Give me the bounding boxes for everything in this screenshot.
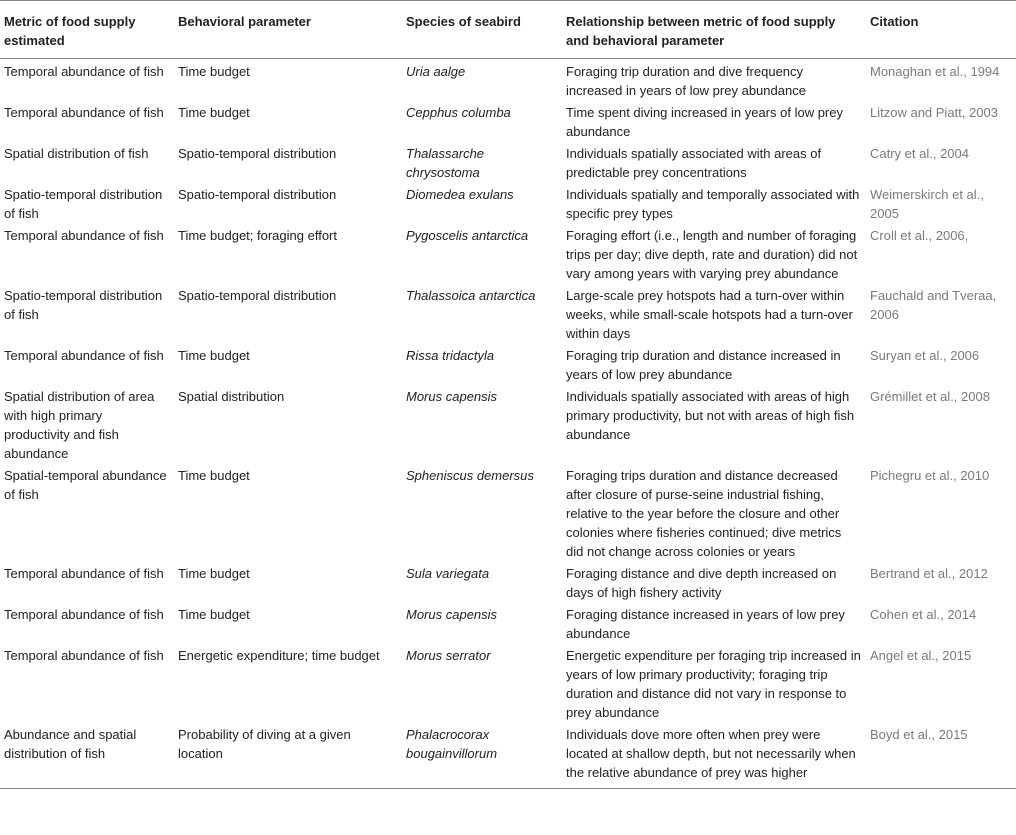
- table-row: [0, 602, 1016, 643]
- table-row: [0, 343, 1016, 384]
- cell-relationship: Foraging distance increased in years of low prey abundance: [566, 607, 845, 641]
- header-metric: Metric of food supply estimated: [4, 14, 136, 48]
- cell-metric: Temporal abundance of fish: [4, 566, 164, 581]
- cell-citation: Croll et al., 2006,: [870, 228, 969, 243]
- cell-species: Thalassoica antarctica: [406, 288, 536, 303]
- cell-metric: Temporal abundance of fish: [4, 648, 164, 663]
- cell-parameter: Time budget: [178, 105, 250, 120]
- cell-citation: Grémillet et al., 2008: [870, 389, 990, 404]
- cell-citation: Fauchald and Tveraa, 2006: [870, 288, 997, 322]
- cell-parameter: Time budget; foraging effort: [178, 228, 337, 243]
- cell-metric: Abundance and spatial distribution of fish: [4, 727, 137, 761]
- cell-parameter: Spatio-temporal distribution: [178, 288, 337, 303]
- cell-metric: Temporal abundance of fish: [4, 607, 164, 622]
- table-row: [0, 141, 1016, 182]
- table-row: [0, 283, 1016, 343]
- cell-citation: Litzow and Piatt, 2003: [870, 105, 998, 120]
- cell-species: Morus capensis: [406, 607, 498, 622]
- table-row: [0, 223, 1016, 283]
- cell-species: Spheniscus demersus: [406, 468, 534, 483]
- header-citation: Citation: [870, 14, 919, 29]
- table-row: [0, 561, 1016, 602]
- cell-relationship: Energetic expenditure per foraging trip increased in years of low primary productivity; foraging trip duration and distance did not vary in response to prey abundance: [566, 648, 861, 720]
- table-row: [0, 643, 1016, 722]
- header-relationship: Relationship between metric of food supply and behavioral parameter: [566, 14, 836, 48]
- cell-species: Cepphus columba: [406, 105, 511, 120]
- cell-metric: Spatial-temporal abundance of fish: [4, 468, 167, 502]
- cell-citation: Boyd et al., 2015: [870, 727, 968, 742]
- cell-metric: Temporal abundance of fish: [4, 348, 164, 363]
- cell-relationship: Individuals dove more often when prey were located at shallow depth, but not necessarily when the relative abundance of prey was higher: [566, 727, 856, 780]
- cell-relationship: Foraging trip duration and distance increased in years of low prey abundance: [566, 348, 841, 382]
- cell-species: Uria aalge: [406, 64, 466, 79]
- cell-species: Morus serrator: [406, 648, 491, 663]
- table-row: [0, 463, 1016, 561]
- cell-citation: Weimerskirch et al., 2005: [870, 187, 984, 221]
- cell-metric: Spatial distribution of fish: [4, 146, 149, 161]
- cell-citation: Cohen et al., 2014: [870, 607, 977, 622]
- cell-relationship: Individuals spatially associated with areas of predictable prey concentrations: [566, 146, 822, 180]
- cell-relationship: Foraging effort (i.e., length and number of foraging trips per day; dive depth, rate and duration) did not vary among years with varying prey abundance: [566, 228, 858, 281]
- cell-species: Morus capensis: [406, 389, 498, 404]
- cell-citation: Monaghan et al., 1994: [870, 64, 1000, 79]
- cell-parameter: Spatial distribution: [178, 389, 285, 404]
- cell-metric: Temporal abundance of fish: [4, 105, 164, 120]
- cell-citation: Suryan et al., 2006: [870, 348, 980, 363]
- cell-relationship: Large-scale prey hotspots had a turn-over within weeks, while small-scale hotspots had a turn-over within days: [566, 288, 853, 341]
- cell-relationship: Individuals spatially associated with areas of high primary productivity, but not with areas of high fish abundance: [566, 389, 855, 442]
- cell-species: Phalacrocorax bougainvillorum: [406, 727, 498, 761]
- cell-citation: Angel et al., 2015: [870, 648, 972, 663]
- cell-species: Thalassarche chrysostoma: [406, 146, 485, 180]
- table-row: [0, 59, 1016, 101]
- cell-metric: Spatio-temporal distribution of fish: [4, 288, 163, 322]
- cell-metric: Temporal abundance of fish: [4, 228, 164, 243]
- cell-parameter: Time budget: [178, 348, 250, 363]
- table-body: [0, 59, 1016, 789]
- cell-species: Diomedea exulans: [406, 187, 514, 202]
- cell-metric: Spatio-temporal distribution of fish: [4, 187, 163, 221]
- cell-parameter: Spatio-temporal distribution: [178, 146, 337, 161]
- header-species: Species of seabird: [406, 14, 521, 29]
- cell-relationship: Time spent diving increased in years of low prey abundance: [566, 105, 843, 139]
- cell-citation: Pichegru et al., 2010: [870, 468, 990, 483]
- table-header-row: [0, 1, 1016, 59]
- cell-parameter: Probability of diving at a given location: [178, 727, 351, 761]
- cell-relationship: Individuals spatially and temporally associated with specific prey types: [566, 187, 860, 221]
- cell-citation: Bertrand et al., 2012: [870, 566, 988, 581]
- cell-parameter: Time budget: [178, 468, 250, 483]
- header-parameter: Behavioral parameter: [178, 14, 311, 29]
- cell-parameter: Time budget: [178, 64, 250, 79]
- table-row: [0, 384, 1016, 463]
- table-row: [0, 100, 1016, 141]
- table-row: [0, 182, 1016, 223]
- table-row: [0, 722, 1016, 789]
- cell-relationship: Foraging trip duration and dive frequency increased in years of low prey abundance: [566, 64, 806, 98]
- cell-parameter: Energetic expenditure; time budget: [178, 648, 380, 663]
- cell-relationship: Foraging trips duration and distance decreased after closure of purse-seine industrial fishing, relative to the year before the closure and other colonies where fisheries continued; dive metrics did not change across colonies or years: [566, 468, 842, 559]
- cell-metric: Temporal abundance of fish: [4, 64, 164, 79]
- cell-parameter: Time budget: [178, 607, 250, 622]
- cell-species: Rissa tridactyla: [406, 348, 495, 363]
- cell-species: Sula variegata: [406, 566, 490, 581]
- cell-citation: Catry et al., 2004: [870, 146, 969, 161]
- cell-relationship: Foraging distance and dive depth increased on days of high fishery activity: [566, 566, 837, 600]
- cell-parameter: Time budget: [178, 566, 250, 581]
- cell-species: Pygoscelis antarctica: [406, 228, 529, 243]
- cell-parameter: Spatio-temporal distribution: [178, 187, 337, 202]
- cell-metric: Spatial distribution of area with high primary productivity and fish abundance: [4, 389, 155, 461]
